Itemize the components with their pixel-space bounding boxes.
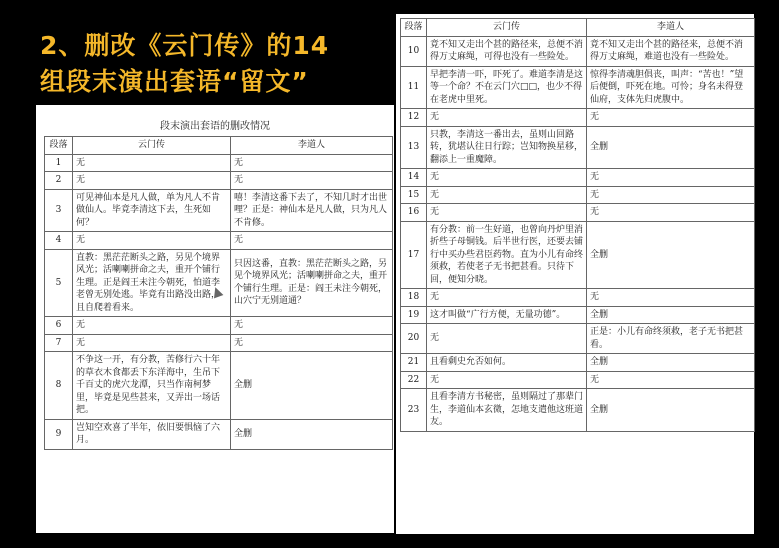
lidaoren-cell: 全删 bbox=[587, 354, 755, 372]
lidaoren-cell: 无 bbox=[587, 289, 755, 307]
yunmenzhuan-cell: 直教：黑茫茫断头之路，另见个境界风光；活喇喇拼命之夫，重开个铺行生理。正是阎王未注今朝死，怕道李老曾无别处逃。毕竟有出路没出路，且自爬着看来。 bbox=[73, 249, 231, 317]
lidaoren-cell: 正是：小儿有命终须救，老子无书把甚看。 bbox=[587, 324, 755, 354]
row-number-cell: 12 bbox=[401, 109, 427, 127]
header-yunmenzhuan: 云门传 bbox=[427, 19, 587, 37]
yunmenzhuan-cell: 不争这一开，有分教，苦修行六十年的草衣木食都丢下东洋海中，生吊下千百丈的虎穴龙潭，只当作南柯梦里，毕竟是见些甚来，又弄出一场话把。 bbox=[73, 352, 231, 420]
table-row bbox=[45, 232, 393, 250]
row-number-cell: 23 bbox=[401, 389, 427, 432]
yunmenzhuan-cell: 无 bbox=[73, 172, 231, 190]
lidaoren-cell: 全删 bbox=[587, 389, 755, 432]
row-number-cell: 9 bbox=[45, 419, 73, 449]
row-number-cell: 11 bbox=[401, 66, 427, 109]
yunmenzhuan-cell: 无 bbox=[427, 186, 587, 204]
table-row bbox=[401, 126, 755, 169]
table-row bbox=[45, 352, 393, 420]
row-number-cell: 13 bbox=[401, 126, 427, 169]
lidaoren-cell: 全删 bbox=[587, 126, 755, 169]
row-number-cell: 2 bbox=[45, 172, 73, 190]
row-number-cell: 17 bbox=[401, 221, 427, 289]
slide-title-line1: 2、删改《云门传》的14 bbox=[40, 31, 330, 60]
table-row bbox=[45, 334, 393, 352]
yunmenzhuan-cell: 可见神仙本是凡人做，单为凡人不肯做仙人。毕竟李清这下去，生死如何？ bbox=[73, 189, 231, 232]
table-row bbox=[401, 109, 755, 127]
table-row bbox=[45, 419, 393, 449]
row-number-cell: 21 bbox=[401, 354, 427, 372]
table-row bbox=[45, 189, 393, 232]
header-yunmenzhuan: 云门传 bbox=[73, 137, 231, 155]
table-row bbox=[401, 204, 755, 222]
yunmenzhuan-cell: 无 bbox=[73, 154, 231, 172]
lidaoren-cell: 无 bbox=[587, 371, 755, 389]
row-number-cell: 18 bbox=[401, 289, 427, 307]
slide-title bbox=[40, 28, 390, 100]
right-comparison-table bbox=[400, 18, 755, 432]
table-row bbox=[401, 66, 755, 109]
lidaoren-cell: 只因这番，直教：黑茫茫断头之路，另见个境界风光；活喇喇拼命之夫，重开个铺行生理。正是：阎王未注今朝死，山穴宁无别道通？ bbox=[231, 249, 393, 317]
table-row bbox=[45, 317, 393, 335]
table-row bbox=[401, 324, 755, 354]
lidaoren-cell: 竟不知又走出个甚的路径来，总便不消得万丈麻绳，难道也没有一些险处。 bbox=[587, 36, 755, 66]
yunmenzhuan-cell: 无 bbox=[427, 169, 587, 187]
table-row bbox=[401, 169, 755, 187]
row-number-cell: 22 bbox=[401, 371, 427, 389]
row-number-cell: 10 bbox=[401, 36, 427, 66]
table-row bbox=[401, 371, 755, 389]
table-row bbox=[401, 36, 755, 66]
lidaoren-cell: 全删 bbox=[231, 419, 393, 449]
lidaoren-cell: 全删 bbox=[587, 221, 755, 289]
header-lidaoren: 李道人 bbox=[231, 137, 393, 155]
row-number-cell: 1 bbox=[45, 154, 73, 172]
row-number-cell: 15 bbox=[401, 186, 427, 204]
table-header-row bbox=[401, 19, 755, 37]
yunmenzhuan-cell: 这才叫做“广行方便，无量功德”。 bbox=[427, 306, 587, 324]
slide-title-line2: 组段末演出套语“留文” bbox=[40, 67, 309, 96]
row-number-cell: 5 bbox=[45, 249, 73, 317]
table-row bbox=[45, 172, 393, 190]
row-number-cell: 19 bbox=[401, 306, 427, 324]
lidaoren-cell: 无 bbox=[587, 109, 755, 127]
row-number-cell: 20 bbox=[401, 324, 427, 354]
table-row bbox=[401, 306, 755, 324]
yunmenzhuan-cell: 只教，李清这一番出去，虽则山回路转，犹堪认往日行踪；岂知物换星移，翻添上一重魔障。 bbox=[427, 126, 587, 169]
yunmenzhuan-cell: 早把李清一吓，吓死了。难道李清是这等一个命？不在云门穴□□，也少不得在老虎中里死。 bbox=[427, 66, 587, 109]
header-paragraph: 段落 bbox=[401, 19, 427, 37]
table-row bbox=[401, 186, 755, 204]
table-header-row bbox=[45, 137, 393, 155]
yunmenzhuan-cell: 无 bbox=[73, 317, 231, 335]
row-number-cell: 4 bbox=[45, 232, 73, 250]
yunmenzhuan-cell: 无 bbox=[73, 334, 231, 352]
row-number-cell: 14 bbox=[401, 169, 427, 187]
lidaoren-cell: 无 bbox=[231, 317, 393, 335]
lidaoren-cell: 无 bbox=[231, 172, 393, 190]
lidaoren-cell: 惊得李清魂胆俱丧，叫声：“苦也！”望后便倒，吓死在地。可怜；身名未得登仙府，支体先归虎腹中。 bbox=[587, 66, 755, 109]
left-table-panel bbox=[36, 105, 394, 533]
row-number-cell: 3 bbox=[45, 189, 73, 232]
lidaoren-cell: 嘻！李清这番下去了，不知几时才出世哩？正是：神仙本是凡人做，只为凡人不肯修。 bbox=[231, 189, 393, 232]
lidaoren-cell: 无 bbox=[587, 204, 755, 222]
yunmenzhuan-cell: 竟不知又走出个甚的路径来，总便不消得万丈麻绳，可得也没有一些险处。 bbox=[427, 36, 587, 66]
right-table-panel bbox=[396, 14, 754, 534]
table-caption: 段末演出套语的删改情况 bbox=[160, 121, 270, 132]
lidaoren-cell: 无 bbox=[587, 186, 755, 204]
yunmenzhuan-cell: 无 bbox=[427, 289, 587, 307]
table-row bbox=[45, 249, 393, 317]
header-paragraph: 段落 bbox=[45, 137, 73, 155]
table-row bbox=[401, 289, 755, 307]
lidaoren-cell: 无 bbox=[231, 154, 393, 172]
lidaoren-cell: 无 bbox=[231, 232, 393, 250]
yunmenzhuan-cell: 无 bbox=[427, 371, 587, 389]
row-number-cell: 7 bbox=[45, 334, 73, 352]
table-row bbox=[45, 154, 393, 172]
lidaoren-cell: 全删 bbox=[231, 352, 393, 420]
yunmenzhuan-cell: 无 bbox=[427, 204, 587, 222]
yunmenzhuan-cell: 无 bbox=[73, 232, 231, 250]
row-number-cell: 16 bbox=[401, 204, 427, 222]
yunmenzhuan-cell: 有分教：前一生好道，也曾向丹炉里消折些子母铜钱。后半世行医，还要去铺行中买办些君臣药物。直为小儿有命终须救，若使老子无书把甚看。只待下回，便知分晓。 bbox=[427, 221, 587, 289]
table-row bbox=[401, 221, 755, 289]
yunmenzhuan-cell: 且看剩史允否如何。 bbox=[427, 354, 587, 372]
yunmenzhuan-cell: 且看李清方书秘密，虽则隔过了那辈门生，李道仙本玄微，怎地支遣他这班道友。 bbox=[427, 389, 587, 432]
table-row bbox=[401, 354, 755, 372]
yunmenzhuan-cell: 无 bbox=[427, 109, 587, 127]
table-row bbox=[401, 389, 755, 432]
yunmenzhuan-cell: 无 bbox=[427, 324, 587, 354]
header-lidaoren: 李道人 bbox=[587, 19, 755, 37]
lidaoren-cell: 全删 bbox=[587, 306, 755, 324]
row-number-cell: 8 bbox=[45, 352, 73, 420]
lidaoren-cell: 无 bbox=[587, 169, 755, 187]
row-number-cell: 6 bbox=[45, 317, 73, 335]
lidaoren-cell: 无 bbox=[231, 334, 393, 352]
yunmenzhuan-cell: 岂知空欢喜了半年，依旧要惧恼了六月。 bbox=[73, 419, 231, 449]
